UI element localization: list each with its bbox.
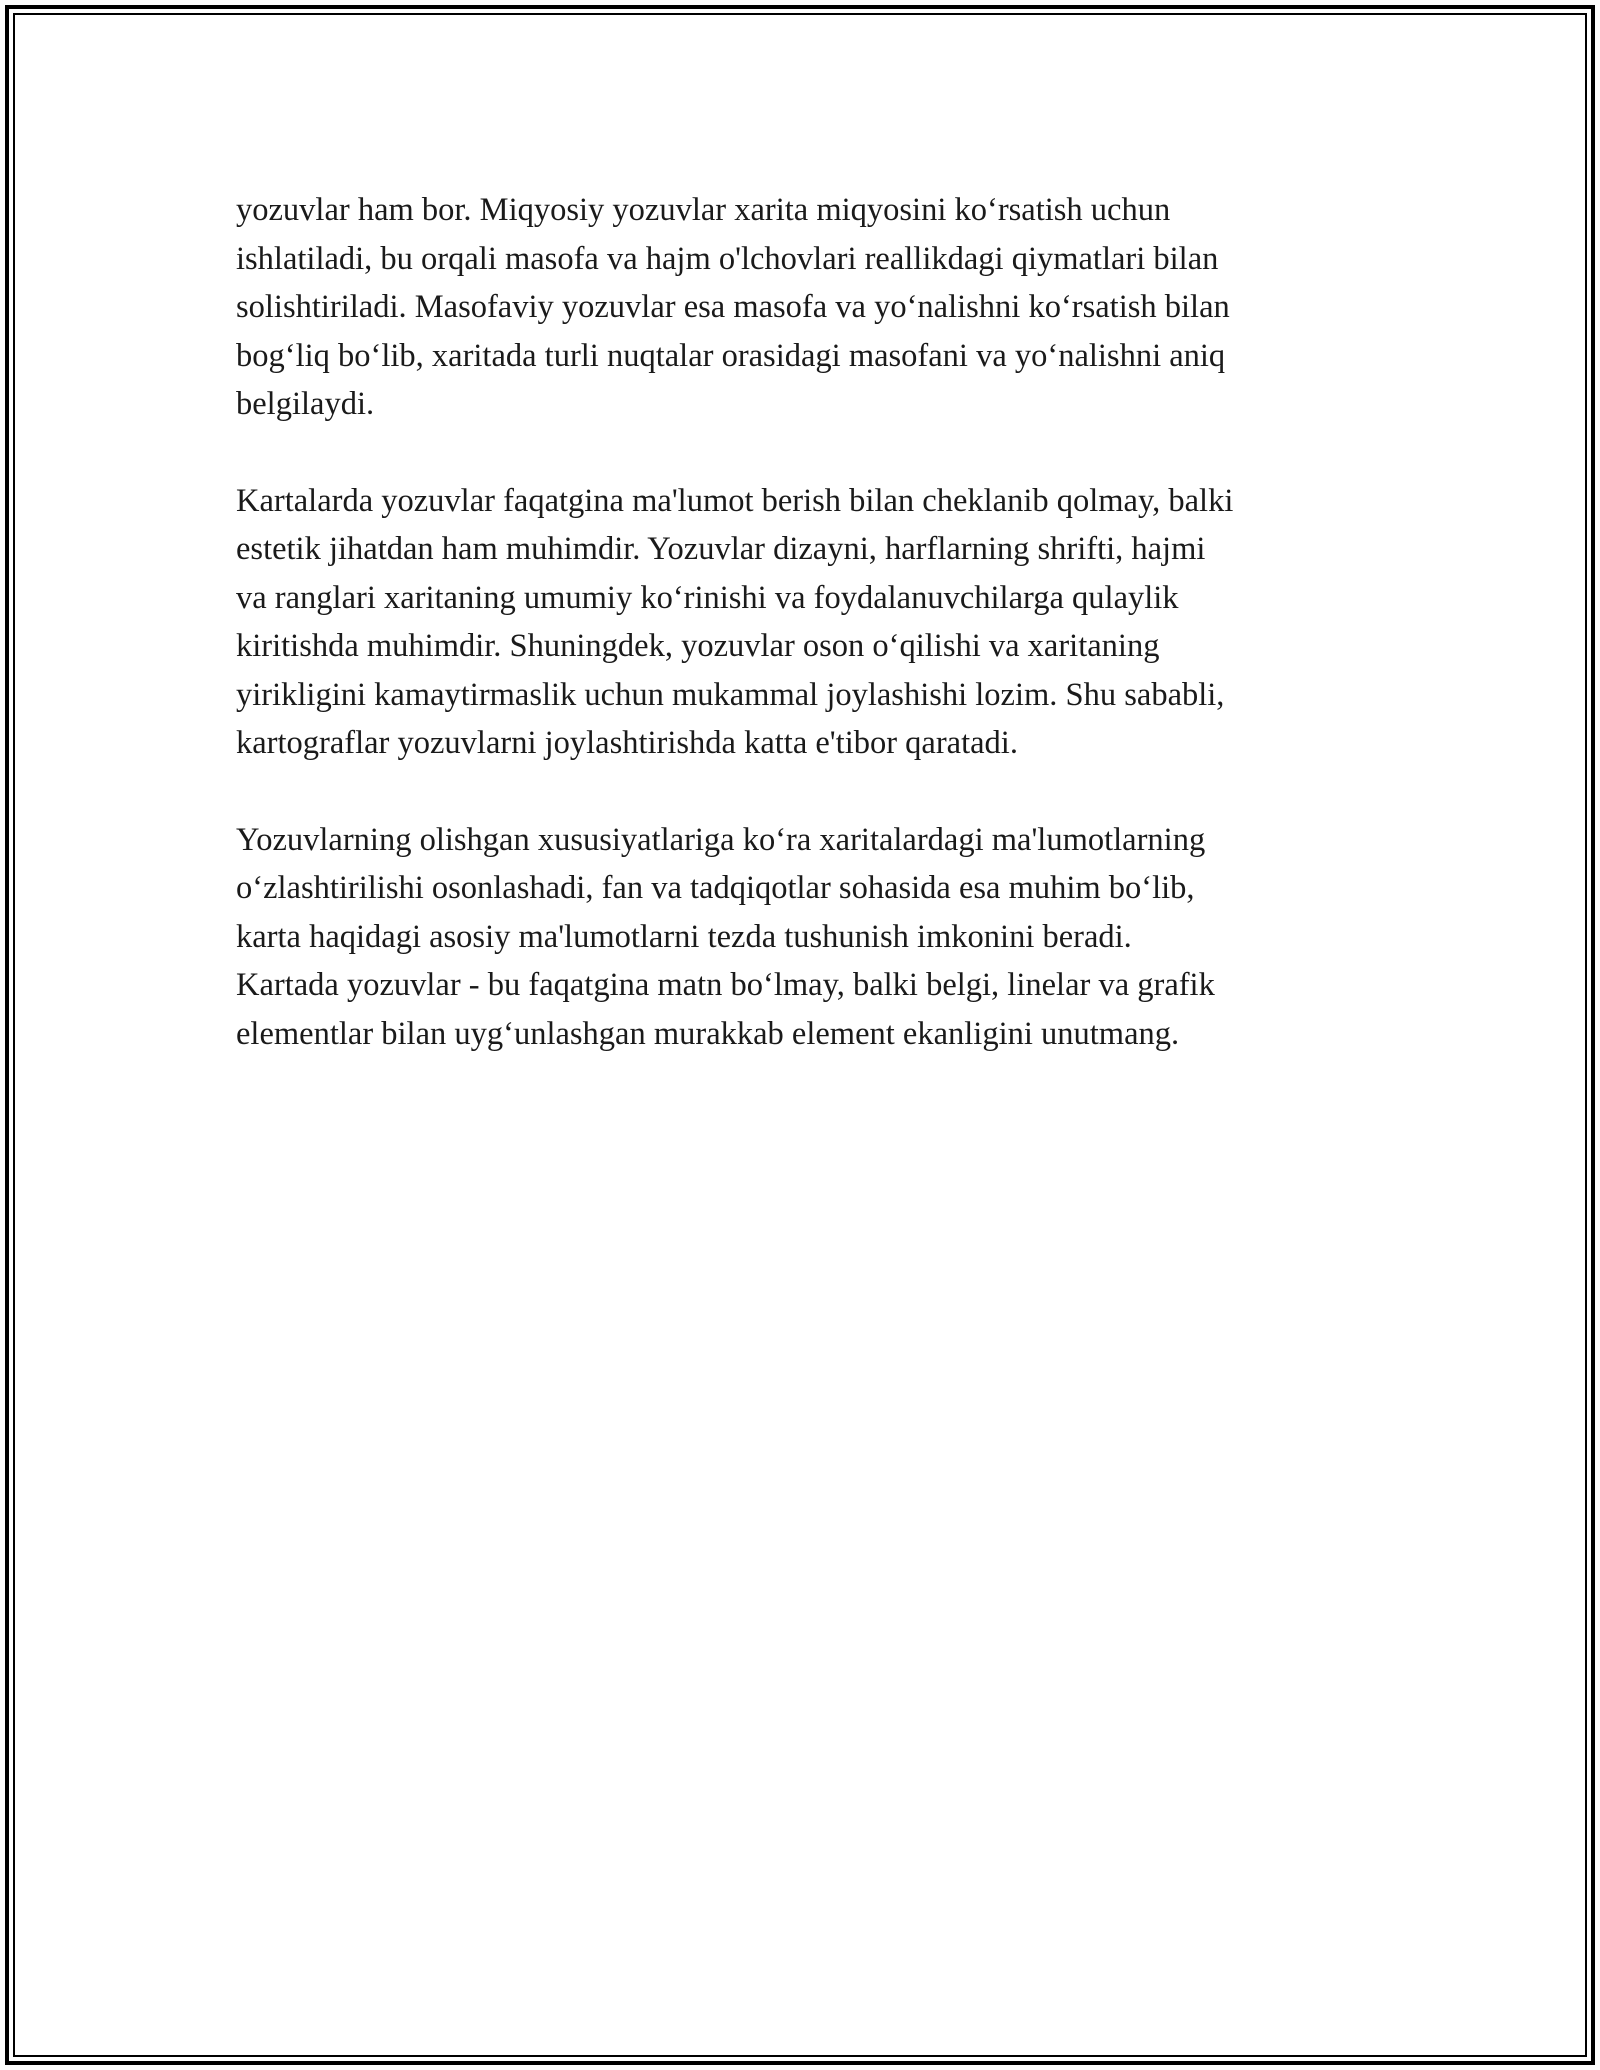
paragraph-1 <box>236 186 1376 429</box>
text-line: va ranglari xaritaning umumiy koʻrinishi va foydalanuvchilarga qulaylik <box>236 579 1179 616</box>
text-line: yozuvlar ham bor. Miqyosiy yozuvlar xarita miqyosini koʻrsatish uchun <box>236 192 1171 228</box>
text-line: estetik jihatdan ham muhimdir. Yozuvlar dizayni, harflarning shrifti, hajmi <box>236 531 1206 567</box>
text-line: ishlatiladi, bu orqali masofa va hajm o'lchovlari reallikdagi qiymatlari bilan <box>236 240 1219 277</box>
text-line: karta haqidagi asosiy ma'lumotlarni tezda tushunish imkonini beradi. <box>236 918 1132 955</box>
text-line: elementlar bilan uygʻunlashgan murakkab element ekanligini unutmang. <box>236 1015 1180 1052</box>
text-line: bogʻliq boʻlib, xaritada turli nuqtalar orasidagi masofani va yoʻnalishni aniq <box>236 337 1226 374</box>
text-line: belgilaydi. <box>236 386 375 422</box>
text-line: solishtiriladi. Masofaviy yozuvlar esa masofa va yoʻnalishni koʻrsatish bilan <box>236 289 1230 325</box>
text-line: kiritishda muhimdir. Shuningdek, yozuvlar oson oʻqilishi va xaritaning <box>236 628 1160 664</box>
text-line: Kartada yozuvlar - bu faqatgina matn boʻlmay, balki belgi, linelar va grafik <box>236 967 1215 1003</box>
text-line: Yozuvlarning olishgan xususiyatlariga koʻra xaritalardagi ma'lumotlarning <box>236 821 1206 858</box>
document-body <box>236 186 1376 1106</box>
text-line: kartograflar yozuvlarni joylashtirishda katta e'tibor qaratadi. <box>236 725 1018 761</box>
paragraph-2 <box>236 477 1376 768</box>
text-line: oʻzlashtirilishi osonlashadi, fan va tadqiqotlar sohasida esa muhim boʻlib, <box>236 870 1195 906</box>
paragraph-3 <box>236 816 1376 1059</box>
text-line: Kartalarda yozuvlar faqatgina ma'lumot berish bilan cheklanib qolmay, balki <box>236 482 1234 519</box>
text-line: yirikligini kamaytirmaslik uchun mukammal joylashishi lozim. Shu sababli, <box>236 676 1225 713</box>
